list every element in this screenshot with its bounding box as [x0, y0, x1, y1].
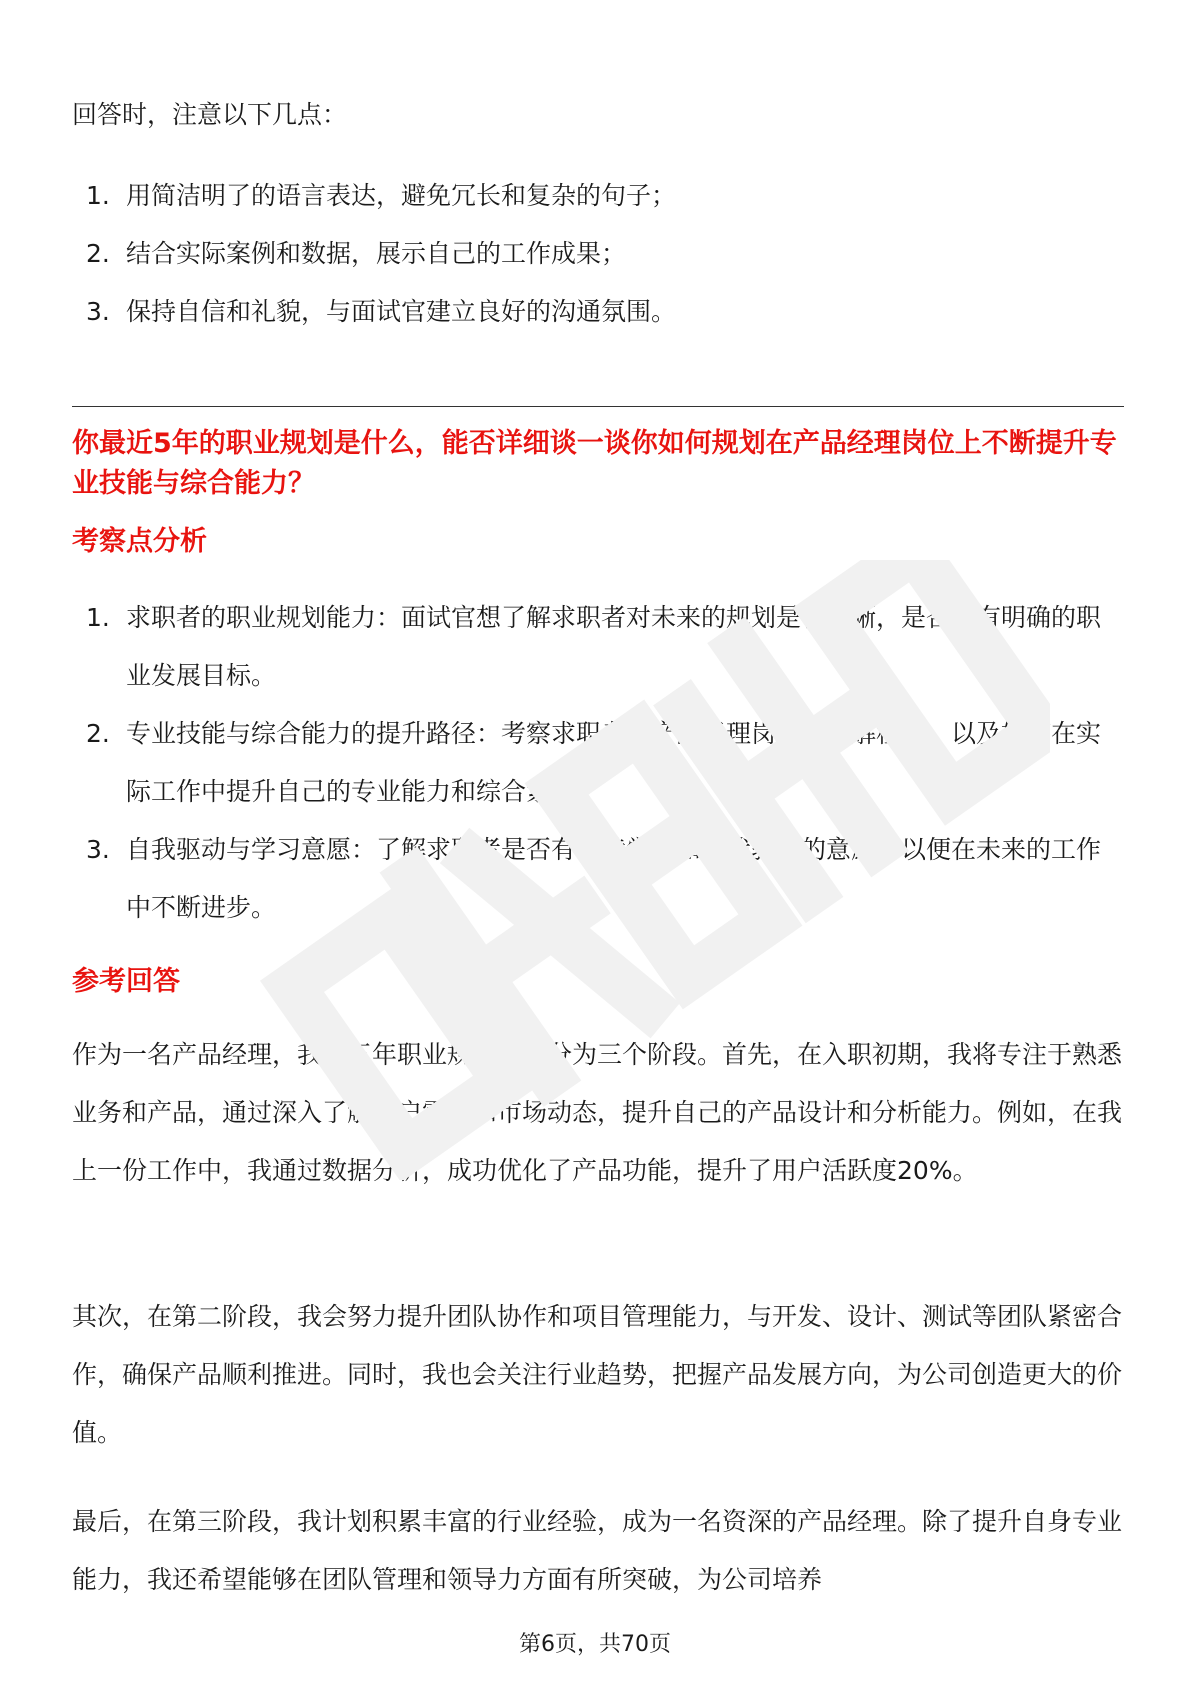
answer-paragraph-1: 作为一名产品经理，我的五年职业规划主要分为三个阶段。首先，在入职初期，我将专注于熟悉业务和产品，通过深入了解用户需求和市场动态，提升自己的产品设计和分析能力。例如，在我上一份工作中，我通过数据分析，成功优化了产品功能，提升了用户活跃度20%。: [72, 1040, 1123, 1185]
question-heading: 你最近5年的职业规划是什么，能否详细谈一谈你如何规划在产品经理岗位上不断提升专业技能与综合能力？: [72, 428, 1117, 499]
answer-paragraph-3: 最后，在第三阶段，我计划积累丰富的行业经验，成为一名资深的产品经理。除了提升自身专业能力，我还希望能够在团队管理和领导力方面有所突破，为公司培养: [72, 1507, 1123, 1594]
list-item: 1. 用简洁明了的语言表达，避免冗长和复杂的句子；: [86, 181, 677, 210]
analysis-title: 考察点分析: [72, 526, 207, 557]
analysis-list: [72, 589, 1122, 937]
page-number: 第6页，共70页: [519, 1632, 671, 1657]
section-divider: [72, 406, 1124, 407]
intro-list: [72, 167, 1122, 341]
answer-title: 参考回答: [72, 966, 180, 997]
intro-text: 回答时，注意以下几点：: [72, 100, 348, 129]
list-item: 3. 自我驱动与学习意愿：了解求职者是否有持续学习和自我驱动的意愿，以便在未来的工作中不断进步。: [86, 835, 1102, 922]
list-item: 3. 保持自信和礼貌，与面试官建立良好的沟通氛围。: [86, 297, 677, 326]
list-item: 2. 专业技能与综合能力的提升路径：考察求职者对产品经理岗位的理解程度，以及如何在实际工作中提升自己的专业能力和综合素质。: [86, 719, 1102, 806]
answer-paragraph-2: 其次，在第二阶段，我会努力提升团队协作和项目管理能力，与开发、设计、测试等团队紧密合作，确保产品顺利推进。同时，我也会关注行业趋势，把握产品发展方向，为公司创造更大的价值。: [72, 1302, 1123, 1447]
list-item: 2. 结合实际案例和数据，展示自己的工作成果；: [86, 239, 627, 268]
list-item: 1. 求职者的职业规划能力：面试官想了解求职者对未来的规划是否清晰，是否具有明确的职业发展目标。: [86, 603, 1102, 690]
